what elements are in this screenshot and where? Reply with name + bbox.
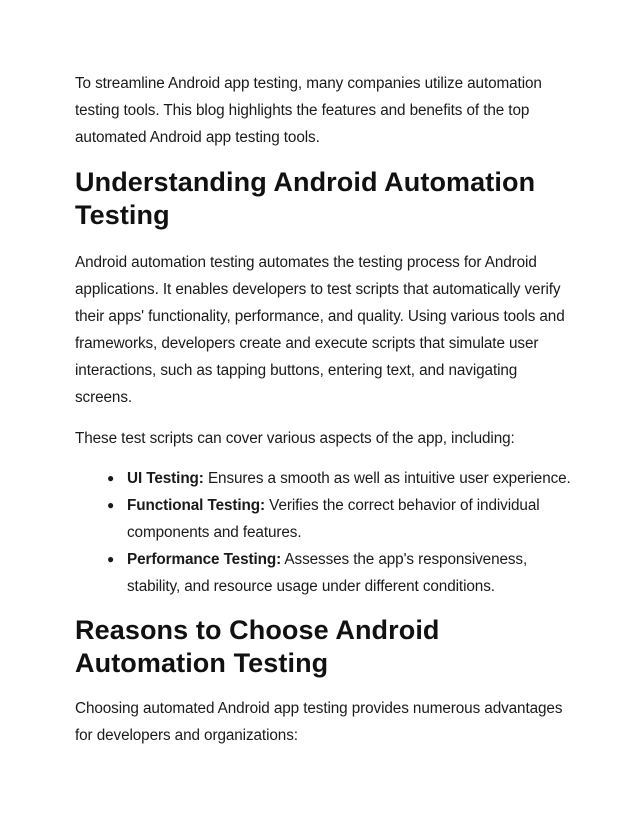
list-item-term: Performance Testing: <box>127 551 282 568</box>
list-item-text: Assesses the app's responsiveness, stability, and resource usage under different conditions. <box>127 551 528 595</box>
intro-paragraph: To streamline Android app testing, many companies utilize automation testing tools. This blog highlights the features and benefits of the top automated Android app testing tools. <box>75 75 542 146</box>
section-paragraph-reasons: Choosing automated Android app testing provides numerous advantages for developers and organizations: <box>75 700 563 744</box>
bullet-icon: ● <box>107 471 115 485</box>
list-item <box>107 465 575 492</box>
list-item <box>107 546 575 600</box>
list-item-text: Ensures a smooth as well as intuitive user experience. <box>203 470 571 487</box>
list-item <box>107 492 575 546</box>
section-heading-understanding: Understanding Android Automation Testing <box>75 167 536 230</box>
test-types-list <box>75 465 575 600</box>
document-page <box>75 70 575 749</box>
list-item-term: Functional Testing: <box>127 497 266 514</box>
section-paragraph-understanding: Android automation testing automates the testing process for Android applications. It enables developers to test scripts that automatically verify their apps' functionality, performance, and quality. Using various tools and frameworks, developers create and execute scripts that simulate user interactions, such as tapping buttons, entering text, and navigating screens. <box>75 254 565 406</box>
bullet-icon: ● <box>107 552 115 566</box>
bullet-icon: ● <box>107 498 115 512</box>
list-item-text: Verifies the correct behavior of individual components and features. <box>127 497 540 541</box>
list-item-term: UI Testing: <box>127 470 204 487</box>
list-lead-paragraph: These test scripts can cover various aspects of the app, including: <box>75 430 515 447</box>
section-heading-reasons: Reasons to Choose Android Automation Testing <box>75 615 440 678</box>
